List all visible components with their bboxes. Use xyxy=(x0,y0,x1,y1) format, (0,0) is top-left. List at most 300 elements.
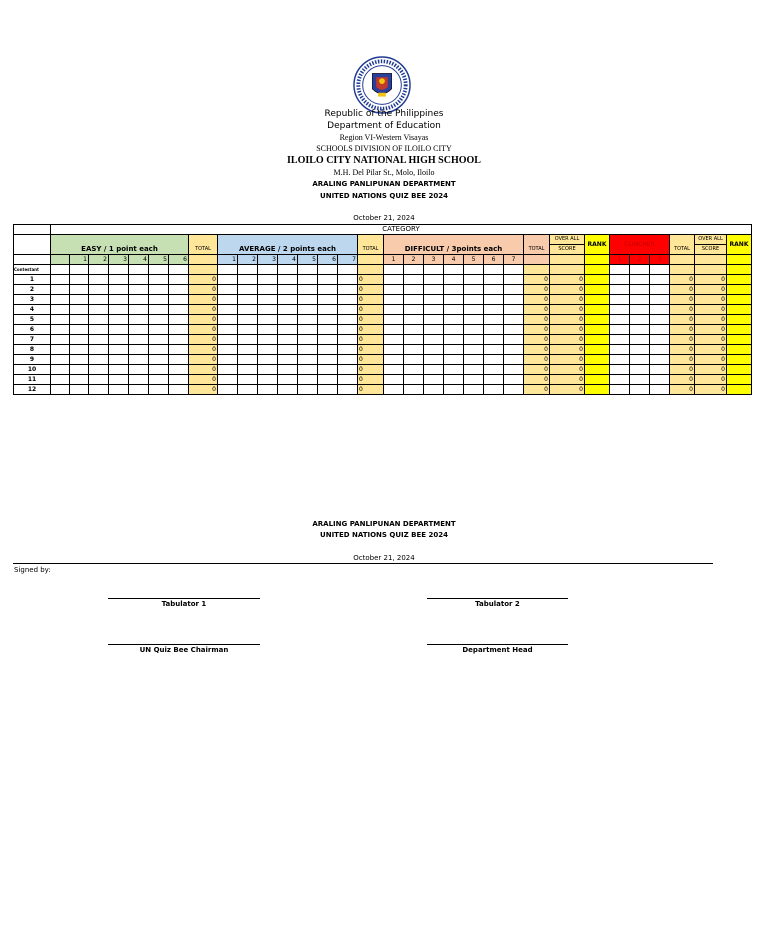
difficult-score-cell[interactable] xyxy=(444,315,464,325)
easy-score-cell[interactable] xyxy=(51,285,70,295)
difficult-score-cell[interactable] xyxy=(424,365,444,375)
easy-score-cell[interactable] xyxy=(89,335,109,345)
easy-score-cell[interactable] xyxy=(109,335,129,345)
difficult-score-cell[interactable] xyxy=(404,315,424,325)
difficult-score-cell[interactable] xyxy=(444,345,464,355)
final-rank-cell[interactable] xyxy=(727,375,752,385)
difficult-score-cell[interactable] xyxy=(424,375,444,385)
average-score-cell[interactable] xyxy=(318,385,338,395)
average-score-cell[interactable] xyxy=(238,275,258,285)
clincher-score-cell[interactable] xyxy=(610,335,630,345)
clincher-score-cell[interactable] xyxy=(630,295,650,305)
average-score-cell[interactable] xyxy=(338,335,358,345)
average-score-cell[interactable] xyxy=(318,315,338,325)
average-score-cell[interactable] xyxy=(278,365,298,375)
average-score-cell[interactable] xyxy=(298,385,318,395)
difficult-score-cell[interactable] xyxy=(384,355,404,365)
average-score-cell[interactable] xyxy=(298,285,318,295)
average-score-cell[interactable] xyxy=(338,295,358,305)
difficult-score-cell[interactable] xyxy=(504,285,524,295)
average-score-cell[interactable] xyxy=(238,375,258,385)
average-score-cell[interactable] xyxy=(258,295,278,305)
average-score-cell[interactable] xyxy=(318,305,338,315)
difficult-score-cell[interactable] xyxy=(464,315,484,325)
difficult-score-cell[interactable] xyxy=(404,295,424,305)
easy-score-cell[interactable] xyxy=(70,315,89,325)
difficult-score-cell[interactable] xyxy=(464,285,484,295)
difficult-score-cell[interactable] xyxy=(424,325,444,335)
rank-cell[interactable] xyxy=(585,275,610,285)
rank-cell[interactable] xyxy=(585,345,610,355)
final-rank-cell[interactable] xyxy=(727,315,752,325)
difficult-score-cell[interactable] xyxy=(504,375,524,385)
average-score-cell[interactable] xyxy=(238,315,258,325)
average-score-cell[interactable] xyxy=(218,325,238,335)
difficult-score-cell[interactable] xyxy=(504,345,524,355)
easy-score-cell[interactable] xyxy=(149,285,169,295)
average-score-cell[interactable] xyxy=(258,315,278,325)
average-score-cell[interactable] xyxy=(298,305,318,315)
easy-score-cell[interactable] xyxy=(129,375,149,385)
average-score-cell[interactable] xyxy=(278,305,298,315)
final-rank-cell[interactable] xyxy=(727,325,752,335)
difficult-score-cell[interactable] xyxy=(424,295,444,305)
difficult-score-cell[interactable] xyxy=(424,275,444,285)
difficult-score-cell[interactable] xyxy=(384,335,404,345)
average-score-cell[interactable] xyxy=(238,355,258,365)
average-score-cell[interactable] xyxy=(258,385,278,395)
average-score-cell[interactable] xyxy=(278,275,298,285)
final-rank-cell[interactable] xyxy=(727,365,752,375)
average-score-cell[interactable] xyxy=(278,345,298,355)
average-score-cell[interactable] xyxy=(218,305,238,315)
rank-cell[interactable] xyxy=(585,365,610,375)
clincher-score-cell[interactable] xyxy=(650,385,670,395)
easy-score-cell[interactable] xyxy=(169,305,189,315)
average-score-cell[interactable] xyxy=(238,295,258,305)
average-score-cell[interactable] xyxy=(238,335,258,345)
average-score-cell[interactable] xyxy=(318,355,338,365)
easy-score-cell[interactable] xyxy=(169,345,189,355)
clincher-score-cell[interactable] xyxy=(610,385,630,395)
average-score-cell[interactable] xyxy=(338,355,358,365)
easy-score-cell[interactable] xyxy=(70,375,89,385)
difficult-score-cell[interactable] xyxy=(384,295,404,305)
average-score-cell[interactable] xyxy=(278,355,298,365)
rank-cell[interactable] xyxy=(585,295,610,305)
clincher-score-cell[interactable] xyxy=(650,355,670,365)
difficult-score-cell[interactable] xyxy=(464,385,484,395)
average-score-cell[interactable] xyxy=(318,295,338,305)
easy-score-cell[interactable] xyxy=(70,355,89,365)
difficult-score-cell[interactable] xyxy=(384,365,404,375)
easy-score-cell[interactable] xyxy=(51,375,70,385)
clincher-score-cell[interactable] xyxy=(650,335,670,345)
easy-score-cell[interactable] xyxy=(149,335,169,345)
difficult-score-cell[interactable] xyxy=(404,335,424,345)
average-score-cell[interactable] xyxy=(218,385,238,395)
easy-score-cell[interactable] xyxy=(129,285,149,295)
rank-cell[interactable] xyxy=(585,385,610,395)
easy-score-cell[interactable] xyxy=(149,295,169,305)
average-score-cell[interactable] xyxy=(298,325,318,335)
difficult-score-cell[interactable] xyxy=(504,305,524,315)
difficult-score-cell[interactable] xyxy=(464,335,484,345)
difficult-score-cell[interactable] xyxy=(424,315,444,325)
average-score-cell[interactable] xyxy=(278,315,298,325)
difficult-score-cell[interactable] xyxy=(404,305,424,315)
easy-score-cell[interactable] xyxy=(89,275,109,285)
clincher-score-cell[interactable] xyxy=(630,335,650,345)
final-rank-cell[interactable] xyxy=(727,285,752,295)
average-score-cell[interactable] xyxy=(338,275,358,285)
easy-score-cell[interactable] xyxy=(169,295,189,305)
easy-score-cell[interactable] xyxy=(169,355,189,365)
average-score-cell[interactable] xyxy=(338,315,358,325)
difficult-score-cell[interactable] xyxy=(404,325,424,335)
average-score-cell[interactable] xyxy=(258,275,278,285)
difficult-score-cell[interactable] xyxy=(444,305,464,315)
difficult-score-cell[interactable] xyxy=(384,275,404,285)
difficult-score-cell[interactable] xyxy=(484,345,504,355)
easy-score-cell[interactable] xyxy=(70,285,89,295)
average-score-cell[interactable] xyxy=(318,345,338,355)
clincher-score-cell[interactable] xyxy=(650,345,670,355)
clincher-score-cell[interactable] xyxy=(610,365,630,375)
difficult-score-cell[interactable] xyxy=(504,315,524,325)
average-score-cell[interactable] xyxy=(318,325,338,335)
easy-score-cell[interactable] xyxy=(149,385,169,395)
clincher-score-cell[interactable] xyxy=(630,385,650,395)
clincher-score-cell[interactable] xyxy=(630,375,650,385)
average-score-cell[interactable] xyxy=(278,335,298,345)
difficult-score-cell[interactable] xyxy=(404,285,424,295)
average-score-cell[interactable] xyxy=(338,345,358,355)
average-score-cell[interactable] xyxy=(298,315,318,325)
average-score-cell[interactable] xyxy=(278,375,298,385)
easy-score-cell[interactable] xyxy=(70,305,89,315)
easy-score-cell[interactable] xyxy=(70,325,89,335)
easy-score-cell[interactable] xyxy=(169,375,189,385)
difficult-score-cell[interactable] xyxy=(464,375,484,385)
difficult-score-cell[interactable] xyxy=(444,375,464,385)
clincher-score-cell[interactable] xyxy=(610,345,630,355)
easy-score-cell[interactable] xyxy=(149,305,169,315)
easy-score-cell[interactable] xyxy=(109,285,129,295)
easy-score-cell[interactable] xyxy=(109,295,129,305)
easy-score-cell[interactable] xyxy=(129,355,149,365)
difficult-score-cell[interactable] xyxy=(444,335,464,345)
clincher-score-cell[interactable] xyxy=(610,305,630,315)
difficult-score-cell[interactable] xyxy=(424,385,444,395)
difficult-score-cell[interactable] xyxy=(444,385,464,395)
difficult-score-cell[interactable] xyxy=(384,315,404,325)
difficult-score-cell[interactable] xyxy=(464,295,484,305)
difficult-score-cell[interactable] xyxy=(484,385,504,395)
rank-cell[interactable] xyxy=(585,285,610,295)
easy-score-cell[interactable] xyxy=(51,325,70,335)
difficult-score-cell[interactable] xyxy=(504,385,524,395)
clincher-score-cell[interactable] xyxy=(610,295,630,305)
difficult-score-cell[interactable] xyxy=(504,365,524,375)
final-rank-cell[interactable] xyxy=(727,295,752,305)
average-score-cell[interactable] xyxy=(338,385,358,395)
easy-score-cell[interactable] xyxy=(109,325,129,335)
clincher-score-cell[interactable] xyxy=(630,305,650,315)
rank-cell[interactable] xyxy=(585,375,610,385)
difficult-score-cell[interactable] xyxy=(444,285,464,295)
difficult-score-cell[interactable] xyxy=(384,285,404,295)
easy-score-cell[interactable] xyxy=(89,315,109,325)
easy-score-cell[interactable] xyxy=(109,315,129,325)
final-rank-cell[interactable] xyxy=(727,355,752,365)
final-rank-cell[interactable] xyxy=(727,335,752,345)
easy-score-cell[interactable] xyxy=(51,305,70,315)
average-score-cell[interactable] xyxy=(298,355,318,365)
average-score-cell[interactable] xyxy=(298,275,318,285)
final-rank-cell[interactable] xyxy=(727,385,752,395)
easy-score-cell[interactable] xyxy=(70,295,89,305)
average-score-cell[interactable] xyxy=(258,325,278,335)
clincher-score-cell[interactable] xyxy=(650,295,670,305)
average-score-cell[interactable] xyxy=(298,295,318,305)
average-score-cell[interactable] xyxy=(238,345,258,355)
difficult-score-cell[interactable] xyxy=(384,325,404,335)
easy-score-cell[interactable] xyxy=(89,375,109,385)
easy-score-cell[interactable] xyxy=(51,315,70,325)
easy-score-cell[interactable] xyxy=(51,385,70,395)
rank-cell[interactable] xyxy=(585,325,610,335)
easy-score-cell[interactable] xyxy=(149,355,169,365)
difficult-score-cell[interactable] xyxy=(464,355,484,365)
easy-score-cell[interactable] xyxy=(169,385,189,395)
average-score-cell[interactable] xyxy=(258,335,278,345)
average-score-cell[interactable] xyxy=(258,305,278,315)
difficult-score-cell[interactable] xyxy=(404,385,424,395)
average-score-cell[interactable] xyxy=(318,285,338,295)
clincher-score-cell[interactable] xyxy=(610,355,630,365)
easy-score-cell[interactable] xyxy=(129,325,149,335)
easy-score-cell[interactable] xyxy=(129,335,149,345)
difficult-score-cell[interactable] xyxy=(404,365,424,375)
clincher-score-cell[interactable] xyxy=(650,325,670,335)
clincher-score-cell[interactable] xyxy=(650,305,670,315)
easy-score-cell[interactable] xyxy=(129,295,149,305)
rank-cell[interactable] xyxy=(585,315,610,325)
average-score-cell[interactable] xyxy=(258,365,278,375)
easy-score-cell[interactable] xyxy=(70,345,89,355)
easy-score-cell[interactable] xyxy=(70,385,89,395)
easy-score-cell[interactable] xyxy=(51,355,70,365)
difficult-score-cell[interactable] xyxy=(424,355,444,365)
easy-score-cell[interactable] xyxy=(169,325,189,335)
difficult-score-cell[interactable] xyxy=(384,305,404,315)
average-score-cell[interactable] xyxy=(338,285,358,295)
average-score-cell[interactable] xyxy=(278,325,298,335)
average-score-cell[interactable] xyxy=(298,375,318,385)
easy-score-cell[interactable] xyxy=(89,295,109,305)
easy-score-cell[interactable] xyxy=(169,365,189,375)
difficult-score-cell[interactable] xyxy=(464,305,484,315)
clincher-score-cell[interactable] xyxy=(610,285,630,295)
difficult-score-cell[interactable] xyxy=(484,285,504,295)
clincher-score-cell[interactable] xyxy=(610,315,630,325)
rank-cell[interactable] xyxy=(585,305,610,315)
easy-score-cell[interactable] xyxy=(109,345,129,355)
average-score-cell[interactable] xyxy=(218,275,238,285)
average-score-cell[interactable] xyxy=(218,375,238,385)
difficult-score-cell[interactable] xyxy=(504,355,524,365)
easy-score-cell[interactable] xyxy=(169,335,189,345)
clincher-score-cell[interactable] xyxy=(650,285,670,295)
easy-score-cell[interactable] xyxy=(70,275,89,285)
clincher-score-cell[interactable] xyxy=(630,345,650,355)
difficult-score-cell[interactable] xyxy=(424,335,444,345)
easy-score-cell[interactable] xyxy=(51,295,70,305)
clincher-score-cell[interactable] xyxy=(630,355,650,365)
difficult-score-cell[interactable] xyxy=(444,355,464,365)
easy-score-cell[interactable] xyxy=(109,305,129,315)
average-score-cell[interactable] xyxy=(258,375,278,385)
average-score-cell[interactable] xyxy=(338,365,358,375)
easy-score-cell[interactable] xyxy=(109,355,129,365)
average-score-cell[interactable] xyxy=(218,365,238,375)
average-score-cell[interactable] xyxy=(218,335,238,345)
difficult-score-cell[interactable] xyxy=(484,365,504,375)
final-rank-cell[interactable] xyxy=(727,345,752,355)
average-score-cell[interactable] xyxy=(278,285,298,295)
easy-score-cell[interactable] xyxy=(109,275,129,285)
easy-score-cell[interactable] xyxy=(51,345,70,355)
average-score-cell[interactable] xyxy=(218,355,238,365)
difficult-score-cell[interactable] xyxy=(384,375,404,385)
difficult-score-cell[interactable] xyxy=(484,315,504,325)
average-score-cell[interactable] xyxy=(278,385,298,395)
average-score-cell[interactable] xyxy=(298,335,318,345)
difficult-score-cell[interactable] xyxy=(404,355,424,365)
easy-score-cell[interactable] xyxy=(109,385,129,395)
average-score-cell[interactable] xyxy=(238,285,258,295)
clincher-score-cell[interactable] xyxy=(610,325,630,335)
average-score-cell[interactable] xyxy=(318,275,338,285)
easy-score-cell[interactable] xyxy=(129,305,149,315)
easy-score-cell[interactable] xyxy=(51,365,70,375)
difficult-score-cell[interactable] xyxy=(484,355,504,365)
easy-score-cell[interactable] xyxy=(89,305,109,315)
easy-score-cell[interactable] xyxy=(89,285,109,295)
difficult-score-cell[interactable] xyxy=(484,305,504,315)
easy-score-cell[interactable] xyxy=(129,315,149,325)
difficult-score-cell[interactable] xyxy=(444,275,464,285)
clincher-score-cell[interactable] xyxy=(650,375,670,385)
easy-score-cell[interactable] xyxy=(169,315,189,325)
easy-score-cell[interactable] xyxy=(70,365,89,375)
clincher-score-cell[interactable] xyxy=(650,365,670,375)
difficult-score-cell[interactable] xyxy=(424,305,444,315)
average-score-cell[interactable] xyxy=(338,375,358,385)
difficult-score-cell[interactable] xyxy=(404,345,424,355)
easy-score-cell[interactable] xyxy=(89,325,109,335)
difficult-score-cell[interactable] xyxy=(444,295,464,305)
clincher-score-cell[interactable] xyxy=(650,315,670,325)
average-score-cell[interactable] xyxy=(318,335,338,345)
rank-cell[interactable] xyxy=(585,335,610,345)
average-score-cell[interactable] xyxy=(218,295,238,305)
easy-score-cell[interactable] xyxy=(89,345,109,355)
final-rank-cell[interactable] xyxy=(727,275,752,285)
easy-score-cell[interactable] xyxy=(149,375,169,385)
difficult-score-cell[interactable] xyxy=(484,325,504,335)
easy-score-cell[interactable] xyxy=(169,275,189,285)
average-score-cell[interactable] xyxy=(238,305,258,315)
difficult-score-cell[interactable] xyxy=(484,295,504,305)
average-score-cell[interactable] xyxy=(338,305,358,315)
average-score-cell[interactable] xyxy=(298,365,318,375)
clincher-score-cell[interactable] xyxy=(630,275,650,285)
clincher-score-cell[interactable] xyxy=(630,315,650,325)
average-score-cell[interactable] xyxy=(258,285,278,295)
average-score-cell[interactable] xyxy=(218,285,238,295)
difficult-score-cell[interactable] xyxy=(384,345,404,355)
rank-cell[interactable] xyxy=(585,355,610,365)
difficult-score-cell[interactable] xyxy=(504,325,524,335)
clincher-score-cell[interactable] xyxy=(630,365,650,375)
difficult-score-cell[interactable] xyxy=(484,275,504,285)
easy-score-cell[interactable] xyxy=(109,365,129,375)
difficult-score-cell[interactable] xyxy=(444,325,464,335)
average-score-cell[interactable] xyxy=(318,365,338,375)
final-rank-cell[interactable] xyxy=(727,305,752,315)
easy-score-cell[interactable] xyxy=(89,355,109,365)
difficult-score-cell[interactable] xyxy=(464,365,484,375)
easy-score-cell[interactable] xyxy=(129,365,149,375)
clincher-score-cell[interactable] xyxy=(630,285,650,295)
difficult-score-cell[interactable] xyxy=(484,375,504,385)
clincher-score-cell[interactable] xyxy=(630,325,650,335)
easy-score-cell[interactable] xyxy=(149,345,169,355)
clincher-score-cell[interactable] xyxy=(610,375,630,385)
easy-score-cell[interactable] xyxy=(149,325,169,335)
average-score-cell[interactable] xyxy=(218,315,238,325)
difficult-score-cell[interactable] xyxy=(424,285,444,295)
difficult-score-cell[interactable] xyxy=(404,275,424,285)
difficult-score-cell[interactable] xyxy=(504,295,524,305)
average-score-cell[interactable] xyxy=(278,295,298,305)
difficult-score-cell[interactable] xyxy=(464,275,484,285)
easy-score-cell[interactable] xyxy=(51,335,70,345)
clincher-score-cell[interactable] xyxy=(610,275,630,285)
average-score-cell[interactable] xyxy=(258,355,278,365)
average-score-cell[interactable] xyxy=(238,325,258,335)
easy-score-cell[interactable] xyxy=(149,315,169,325)
easy-score-cell[interactable] xyxy=(89,365,109,375)
average-score-cell[interactable] xyxy=(218,345,238,355)
difficult-score-cell[interactable] xyxy=(504,275,524,285)
easy-score-cell[interactable] xyxy=(169,285,189,295)
difficult-score-cell[interactable] xyxy=(444,365,464,375)
easy-score-cell[interactable] xyxy=(149,275,169,285)
difficult-score-cell[interactable] xyxy=(424,345,444,355)
difficult-score-cell[interactable] xyxy=(464,345,484,355)
average-score-cell[interactable] xyxy=(298,345,318,355)
easy-score-cell[interactable] xyxy=(129,345,149,355)
easy-score-cell[interactable] xyxy=(70,335,89,345)
easy-score-cell[interactable] xyxy=(129,385,149,395)
average-score-cell[interactable] xyxy=(238,365,258,375)
average-score-cell[interactable] xyxy=(318,375,338,385)
difficult-score-cell[interactable] xyxy=(484,335,504,345)
difficult-score-cell[interactable] xyxy=(404,375,424,385)
